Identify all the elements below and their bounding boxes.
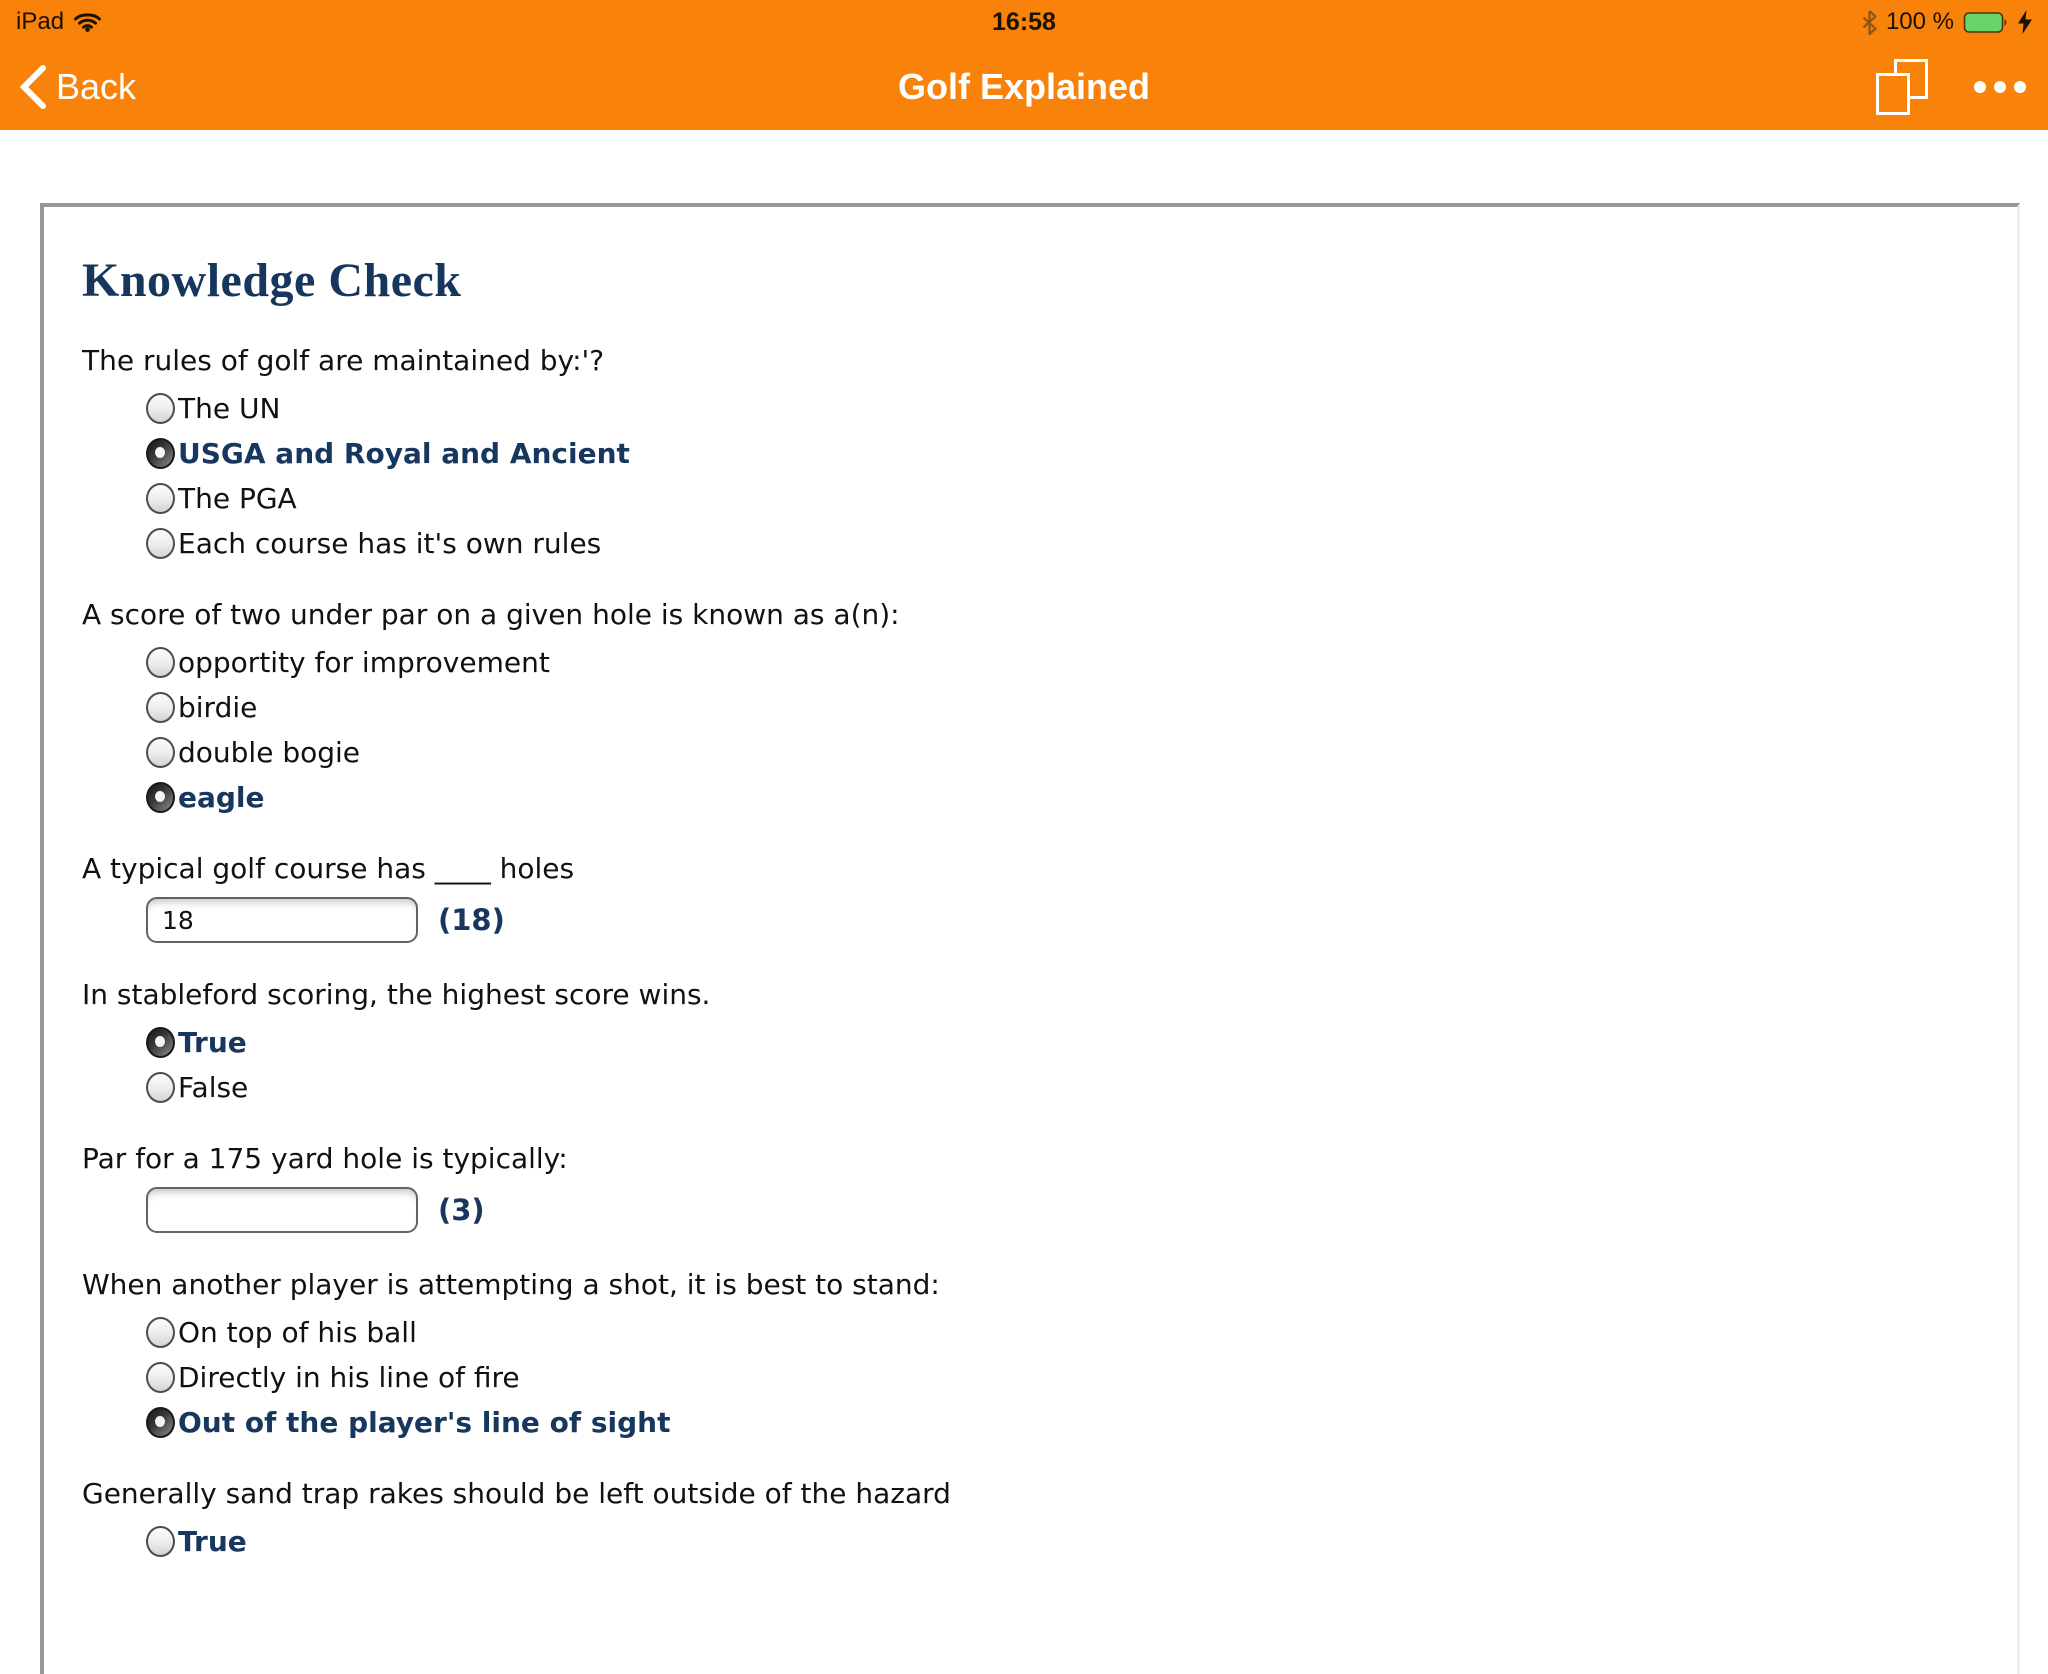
radio-option[interactable] bbox=[146, 476, 1969, 521]
options-group bbox=[146, 1310, 1969, 1445]
radio-option[interactable] bbox=[146, 685, 1969, 730]
radio-unselected-icon[interactable] bbox=[146, 1362, 175, 1393]
options-group bbox=[146, 1519, 1969, 1564]
back-label: Back bbox=[56, 66, 137, 107]
option-label: The PGA bbox=[178, 482, 297, 515]
option-label: True bbox=[178, 1525, 247, 1558]
question-prompt: In stableford scoring, the highest score wins. bbox=[82, 978, 711, 1011]
radio-option[interactable] bbox=[146, 1355, 1969, 1400]
option-label: double bogie bbox=[178, 736, 361, 769]
radio-option[interactable] bbox=[146, 1519, 1969, 1564]
radio-option[interactable] bbox=[146, 1065, 1969, 1110]
option-label: eagle bbox=[178, 781, 265, 814]
options-group bbox=[146, 640, 1969, 820]
page-title: Golf Explained bbox=[897, 66, 1151, 107]
answer-row bbox=[146, 894, 1969, 946]
options-group bbox=[146, 386, 1969, 566]
question-5 bbox=[82, 1140, 1969, 1236]
pages-icon[interactable] bbox=[1876, 59, 1928, 115]
more-button[interactable] bbox=[1972, 75, 2028, 99]
radio-selected-icon[interactable] bbox=[146, 438, 175, 469]
status-bar bbox=[0, 0, 2048, 44]
back-chevron-icon bbox=[20, 65, 46, 109]
radio-unselected-icon[interactable] bbox=[146, 1317, 175, 1348]
questions bbox=[82, 342, 1969, 1564]
radio-option[interactable] bbox=[146, 386, 1969, 431]
more-ellipsis-icon bbox=[1974, 81, 1986, 93]
radio-unselected-icon[interactable] bbox=[146, 1072, 175, 1103]
question-prompt: A typical golf course has ____ holes bbox=[82, 852, 575, 885]
question-7 bbox=[82, 1475, 1969, 1564]
question-1 bbox=[82, 342, 1969, 566]
radio-unselected-icon[interactable] bbox=[146, 393, 175, 424]
answer-hint: (3) bbox=[438, 1193, 485, 1227]
question-prompt: A score of two under par on a given hole is known as a(n): bbox=[82, 598, 900, 631]
radio-option[interactable] bbox=[146, 1020, 1969, 1065]
radio-unselected-icon[interactable] bbox=[146, 647, 175, 678]
quiz-card bbox=[40, 203, 2020, 1674]
option-label: opportity for improvement bbox=[178, 646, 550, 679]
radio-unselected-icon[interactable] bbox=[146, 737, 175, 768]
option-label: Directly in his line of fire bbox=[178, 1361, 520, 1394]
radio-option[interactable] bbox=[146, 640, 1969, 685]
back-button[interactable] bbox=[20, 65, 136, 109]
option-label: birdie bbox=[178, 691, 258, 724]
radio-unselected-icon[interactable] bbox=[146, 1526, 175, 1557]
option-label: The UN bbox=[178, 392, 281, 425]
question-6 bbox=[82, 1266, 1969, 1445]
option-label: Each course has it's own rules bbox=[178, 527, 602, 560]
bluetooth-icon bbox=[1862, 10, 1877, 35]
options-group bbox=[146, 1020, 1969, 1110]
radio-option[interactable] bbox=[146, 730, 1969, 775]
answer-row bbox=[146, 1184, 1969, 1236]
option-label: Out of the player's line of sight bbox=[178, 1406, 671, 1439]
question-4 bbox=[82, 976, 1969, 1110]
question-2 bbox=[82, 596, 1969, 820]
battery-icon bbox=[1963, 11, 2009, 34]
radio-option[interactable] bbox=[146, 521, 1969, 566]
device-label: iPad bbox=[16, 8, 65, 35]
page-front-sheet bbox=[1876, 73, 1910, 115]
answer-hint: (18) bbox=[438, 903, 505, 937]
radio-selected-icon[interactable] bbox=[146, 1407, 175, 1438]
option-label: False bbox=[178, 1071, 249, 1104]
option-label: True bbox=[178, 1026, 247, 1059]
radio-option[interactable] bbox=[146, 1310, 1969, 1355]
quiz-title: Knowledge Check bbox=[82, 254, 462, 307]
battery-percent: 100 % bbox=[1885, 8, 1954, 35]
answer-input[interactable] bbox=[146, 897, 418, 943]
radio-option[interactable] bbox=[146, 431, 1969, 476]
option-label: USGA and Royal and Ancient bbox=[178, 437, 630, 470]
radio-unselected-icon[interactable] bbox=[146, 483, 175, 514]
radio-option[interactable] bbox=[146, 1400, 1969, 1445]
navigation-bar bbox=[0, 44, 2048, 130]
radio-unselected-icon[interactable] bbox=[146, 528, 175, 559]
charging-bolt-icon bbox=[2018, 10, 2032, 34]
question-prompt: Generally sand trap rakes should be left outside of the hazard bbox=[82, 1477, 951, 1510]
question-prompt: When another player is attempting a shot, it is best to stand: bbox=[82, 1268, 940, 1301]
radio-selected-icon[interactable] bbox=[146, 1027, 175, 1058]
clock: 16:58 bbox=[992, 7, 1056, 36]
radio-option[interactable] bbox=[146, 775, 1969, 820]
radio-selected-icon[interactable] bbox=[146, 782, 175, 813]
question-prompt: The rules of golf are maintained by:'? bbox=[82, 344, 605, 377]
question-3 bbox=[82, 850, 1969, 946]
option-label: On top of his ball bbox=[178, 1316, 417, 1349]
radio-unselected-icon[interactable] bbox=[146, 692, 175, 723]
question-prompt: Par for a 175 yard hole is typically: bbox=[82, 1142, 568, 1175]
answer-input[interactable] bbox=[146, 1187, 418, 1233]
